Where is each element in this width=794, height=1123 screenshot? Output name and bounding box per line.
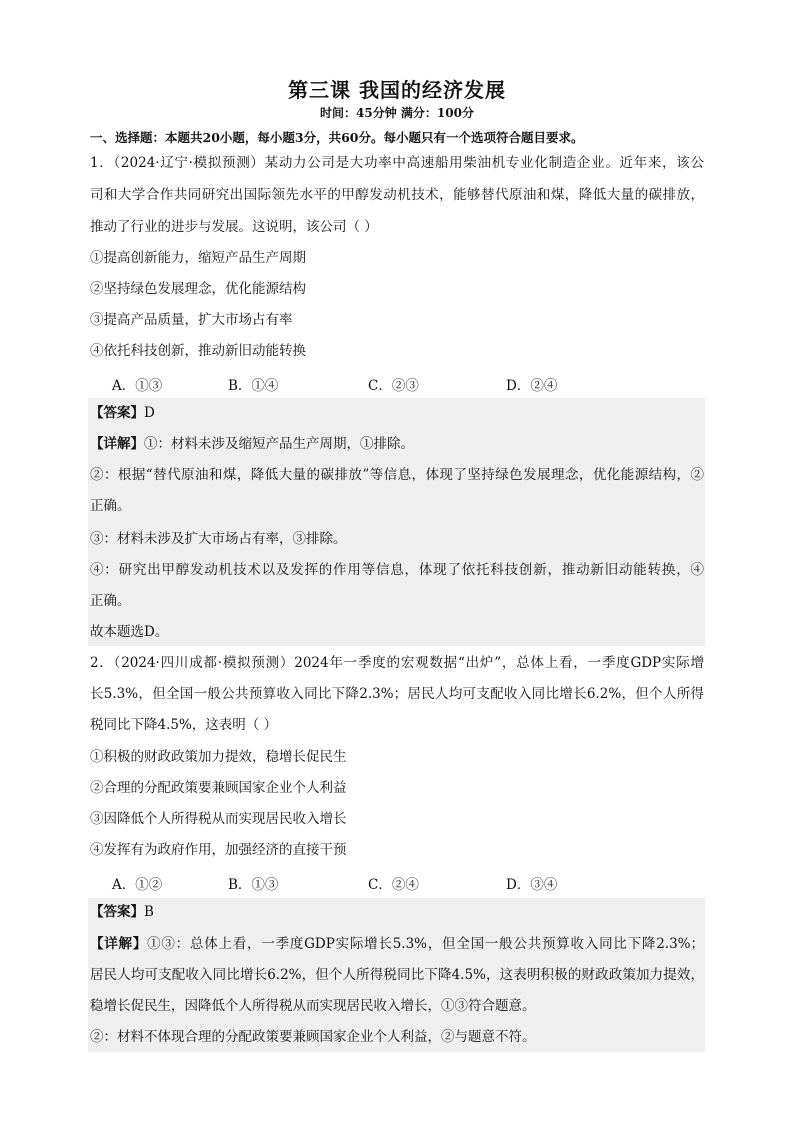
- q2-option-a: A．①②: [112, 877, 163, 893]
- section-heading: 一、选择题：本题共20小题，每小题3分，共60分。每小题只有一个选项符合题目要求。: [90, 130, 584, 145]
- q2-analysis-line: 居民人均可支配收入同比增长6.2%，但个人所得税同比下降4.5%，这表明积极的财政政策加力提效，: [90, 967, 704, 983]
- q2-option-d: D．③④: [506, 877, 558, 893]
- q1-option-c: C．②③: [368, 378, 419, 394]
- q1-analysis-line: 正确。: [90, 593, 131, 609]
- q1-analysis-line: ③：材料未涉及扩大市场占有率，③排除。: [90, 531, 347, 547]
- q1-analysis-line: [90, 435, 414, 453]
- q2-stem-line: 长5.3%，但全国一般公共预算收入同比下降2.3%；居民人均可支配收入同比增长6.2%，但个人所得: [90, 686, 704, 702]
- page-subtitle: 时间：45分钟 满分：100分: [320, 106, 474, 120]
- q1-item: ④依托科技创新，推动新旧动能转换: [90, 343, 306, 359]
- q2-option-b: B．①③: [228, 877, 279, 893]
- q1-stem-line: 1．（2024·辽宁·模拟预测）某动力公司是大功率中高速船用柴油机专业化制造企业。近年来，该公: [90, 155, 704, 171]
- q2-stem-line: 2．（2024·四川成都·模拟预测）2024年一季度的宏观数据“出炉”，总体上看，一季度GDP实际增: [90, 655, 704, 671]
- q2-analysis-line: [90, 935, 704, 953]
- answer-label: 【答案】: [90, 405, 144, 421]
- analysis-text: ①③：总体上看，一季度GDP实际增长5.3%，但全国一般公共预算收入同比下降2.3%；: [147, 936, 704, 952]
- q1-stem-line: 推动了行业的进步与发展。这说明，该公司（ ）: [90, 219, 378, 235]
- q2-option-c: C．②④: [368, 877, 419, 893]
- analysis-label: 【详解】: [90, 936, 148, 952]
- q1-item: ①提高创新能力，缩短产品生产周期: [90, 250, 306, 266]
- answer-value: B: [144, 904, 154, 920]
- q1-analysis-line: ④：研究出甲醇发动机技术以及发挥的作用等信息，体现了依托科技创新，推动新旧动能转换，④: [90, 562, 704, 578]
- answer-value: D: [144, 405, 155, 421]
- q1-analysis-line: 故本题选D。: [90, 624, 169, 640]
- q2-analysis-line: 稳增长促民生，因降低个人所得税从而实现居民收入增长，①③符合题意。: [90, 998, 536, 1014]
- q1-analysis-line: 正确。: [90, 498, 131, 514]
- q2-analysis-line: ②：材料不体现合理的分配政策要兼顾国家企业个人利益，②与题意不符。: [90, 1029, 536, 1045]
- q1-item: ③提高产品质量，扩大市场占有率: [90, 312, 293, 328]
- q1-answer: [90, 404, 155, 422]
- analysis-label: 【详解】: [90, 436, 144, 452]
- q2-stem-line: 税同比下降4.5%，这表明（ ）: [90, 717, 278, 733]
- analysis-text: ①：材料未涉及缩短产品生产周期，①排除。: [144, 436, 414, 452]
- q1-stem-line: 司和大学合作共同研究出国际领先水平的甲醇发动机技术，能够替代原油和煤，降低大量的碳排放，: [90, 187, 704, 203]
- q2-item: ③因降低个人所得税从而实现居民收入增长: [90, 811, 347, 827]
- q1-option-a: A．①③: [112, 378, 163, 394]
- answer-label: 【答案】: [90, 904, 144, 920]
- q1-option-d: D．②④: [506, 378, 558, 394]
- q1-analysis-line: ②：根据“替代原油和煤，降低大量的碳排放”等信息，体现了坚持绿色发展理念，优化能源结构，②: [90, 467, 704, 483]
- page-title: 第三课 我国的经济发展: [288, 78, 506, 102]
- q2-item: ④发挥有为政府作用，加强经济的直接干预: [90, 842, 347, 858]
- q2-item: ①积极的财政政策加力提效，稳增长促民生: [90, 749, 347, 765]
- q1-option-b: B．①④: [228, 378, 279, 394]
- q2-answer: [90, 903, 154, 921]
- q1-item: ②坚持绿色发展理念，优化能源结构: [90, 281, 306, 297]
- q2-item: ②合理的分配政策要兼顾国家企业个人利益: [90, 780, 347, 796]
